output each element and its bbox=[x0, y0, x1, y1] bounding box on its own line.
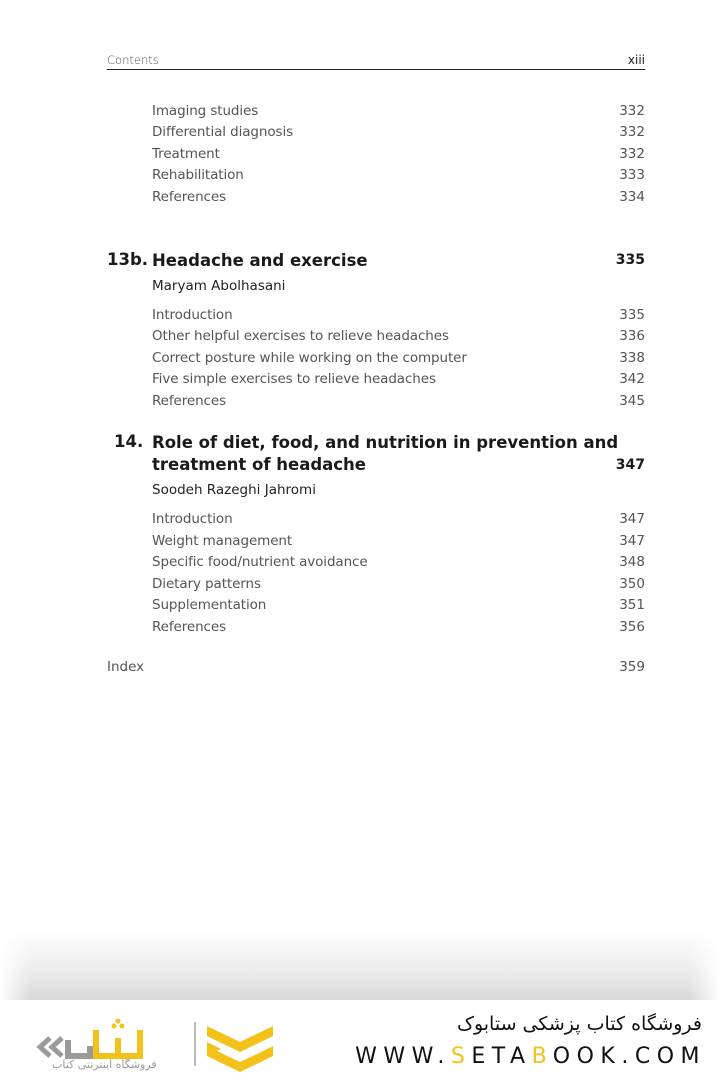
logo-divider bbox=[194, 1022, 196, 1066]
toc-entry[interactable]: References 345 bbox=[152, 393, 645, 409]
page-shadow bbox=[0, 930, 720, 1000]
toc-entry[interactable]: Supplementation 351 bbox=[152, 597, 645, 613]
setabook-chevron-logo-icon bbox=[205, 1022, 275, 1074]
toc-entry[interactable]: References 334 bbox=[152, 189, 645, 205]
toc-entry[interactable]: Rehabilitation 333 bbox=[152, 167, 645, 183]
toc-entry[interactable]: Correct posture while working on the computer 338 bbox=[152, 350, 645, 366]
chapter-author: Maryam Abolhasani bbox=[152, 278, 286, 294]
running-head-section: Contents bbox=[107, 53, 159, 67]
watermark-footer bbox=[0, 1000, 720, 1080]
toc-entry[interactable]: Five simple exercises to relieve headaches 342 bbox=[152, 371, 645, 387]
chapter-number: 13b. bbox=[107, 250, 149, 269]
chapter-title-line-2: treatment of headache bbox=[152, 455, 366, 474]
toc-entry[interactable]: Dietary patterns 350 bbox=[152, 576, 645, 592]
chapter-number: 14. bbox=[114, 432, 144, 451]
toc-entry[interactable]: Weight management 347 bbox=[152, 533, 645, 549]
logo-tagline: فروشگاه اینترنتی کتاب bbox=[52, 1058, 157, 1071]
toc-entry[interactable]: References 356 bbox=[152, 619, 645, 635]
setabook-wordmark-logo bbox=[36, 1016, 186, 1076]
toc-entry[interactable]: Introduction 335 bbox=[152, 307, 645, 323]
toc-entry[interactable]: Other helpful exercises to relieve headaches 336 bbox=[152, 328, 645, 344]
chapter-page: 347 bbox=[615, 457, 645, 473]
running-head bbox=[107, 52, 645, 70]
toc-entry[interactable]: Treatment 332 bbox=[152, 146, 645, 162]
chapter-page: 335 bbox=[615, 252, 645, 268]
running-head-page-number: xiii bbox=[627, 53, 645, 67]
chapter-heading-14[interactable] bbox=[107, 432, 645, 478]
chapter-heading-13b[interactable] bbox=[107, 250, 645, 274]
store-url[interactable]: WWW.SETABOOK.COM bbox=[355, 1044, 706, 1069]
toc-entry[interactable]: Introduction 347 bbox=[152, 511, 645, 527]
toc-entry[interactable]: Differential diagnosis 332 bbox=[152, 124, 645, 140]
chapter-title-line-1: Role of diet, food, and nutrition in prevention and bbox=[152, 433, 619, 452]
book-page: Contents xiii Imaging studies 332 Differential diagnosis 332 Treatment 332 Rehabilitation 333 References 334 13b. Headache and exercise 335 Maryam Abolhasani Introduction 335 Other helpful exercises to relieve headaches 336 Correct posture while working on the computer 338 Five simple exercises to relieve headaches 342 References 345 14. Role of diet, food, and nutrition in prevention and treatment of headache 347 Soodeh Razeghi Jahromi Introduction 347 Weight management 347 Specific food/nutrient avoidance 348 Dietary patterns 350 Supplementation 351 References 356 Index 359 bbox=[0, 0, 720, 1000]
toc-entry[interactable]: Imaging studies 332 bbox=[152, 103, 645, 119]
toc-entry[interactable]: Specific food/nutrient avoidance 348 bbox=[152, 554, 645, 570]
store-title-persian: فروشگاه کتاب پزشکی ستابوک bbox=[456, 1013, 702, 1035]
chapter-title: Headache and exercise bbox=[152, 251, 368, 270]
chapter-author: Soodeh Razeghi Jahromi bbox=[152, 482, 316, 498]
